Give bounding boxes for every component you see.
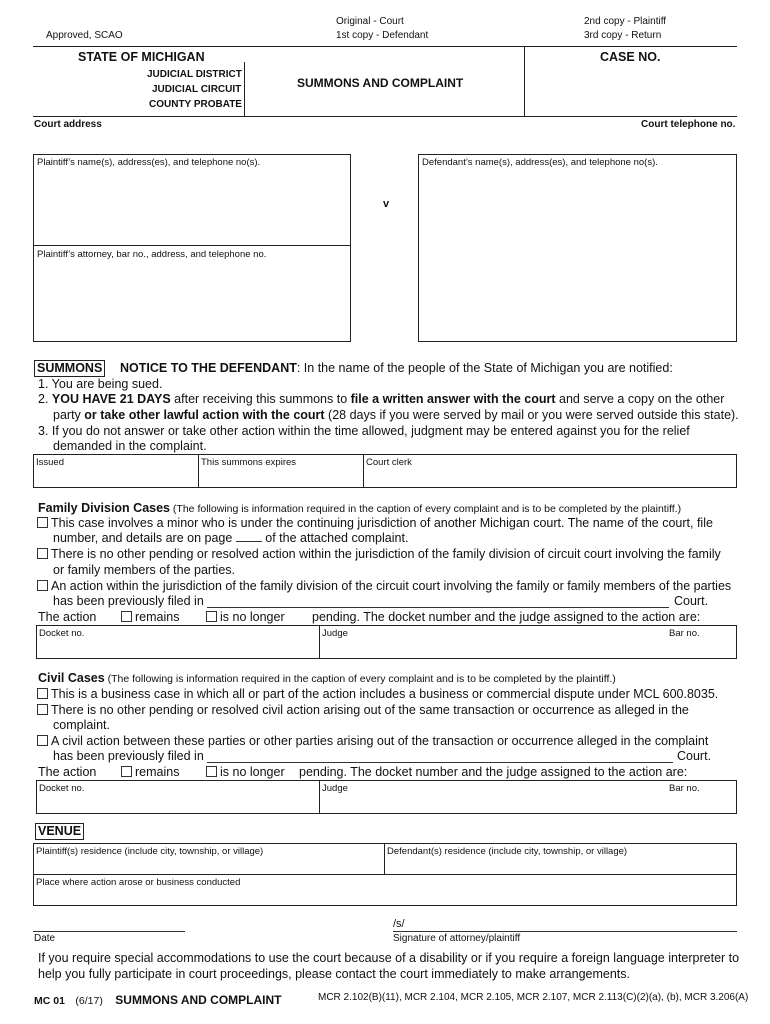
family-no-longer-checkbox[interactable]: [206, 611, 217, 622]
notice-line: [120, 361, 673, 375]
civil-option-3[interactable]: [37, 734, 708, 748]
family-option-2-cont: or family members of the parties.: [53, 563, 236, 577]
item2-number: 2.: [38, 392, 52, 406]
family-option-3-text: An action within the jurisdiction of the family division of the circuit court involving the family or family members of the parties: [51, 579, 732, 593]
item2-serve: and serve a copy on the other: [555, 392, 725, 406]
clerk-label: Court clerk: [366, 457, 412, 468]
approved-text: Approved, SCAO: [46, 30, 123, 41]
expires-label: This summons expires: [201, 457, 297, 468]
item2-days: YOU HAVE 21 DAYS: [51, 392, 171, 406]
court-divider-1: [244, 62, 245, 116]
civil-no-longer-checkbox[interactable]: [206, 766, 217, 777]
family-option-1-checkbox[interactable]: [37, 517, 48, 528]
civil-option-1-text: This is a business case in which all or part of the action includes a business or commercial dispute under MCL 600.8035.: [51, 687, 719, 701]
civil-option-3-text: A civil action between these parties or other parties arising out of the transaction or occurrence alleged in the complaint: [51, 734, 709, 748]
civil-docket-divider: [319, 781, 320, 813]
item2-text: after receiving this summons to: [170, 392, 351, 406]
family-docket-label: Docket no.: [39, 628, 85, 639]
civil-option-3-checkbox[interactable]: [37, 735, 48, 746]
summons-item-1: 1. You are being sued.: [38, 377, 163, 391]
family-remains[interactable]: [121, 610, 179, 624]
family-page-field[interactable]: [236, 541, 262, 542]
signature-prefix: /s/: [393, 918, 405, 930]
family-court-suffix: Court.: [674, 594, 709, 608]
accommodation-line-2: help you fully participate in court proceedings, please contact the court immediately to make arrangements.: [38, 967, 630, 981]
family-action-label: The action: [38, 610, 97, 624]
item2-lawful: or take other lawful action with the court: [84, 408, 325, 422]
place-of-action-label: Place where action arose or business conducted: [36, 877, 241, 888]
plaintiff-residence-label: Plaintiff(s) residence (include city, township, or village): [36, 846, 264, 857]
family-docket-row[interactable]: [36, 625, 737, 659]
family-heading: [38, 501, 681, 515]
county-probate: COUNTY PROBATE: [149, 99, 242, 110]
item2-answer: file a written answer with the court: [350, 392, 556, 406]
civil-docket-row[interactable]: [36, 780, 737, 814]
family-remains-text: remains: [135, 610, 180, 624]
venue-row-divider: [34, 874, 736, 875]
notice-rest: : In the name of the people of the State of Michigan you are notified:: [296, 361, 673, 375]
civil-court-suffix: Court.: [677, 749, 712, 763]
plaintiff-label: Plaintiff’s name(s), address(es), and telephone no(s).: [37, 157, 261, 168]
footer-title: SUMMONS AND COMPLAINT: [115, 993, 282, 1007]
family-page-suffix: of the attached complaint.: [265, 531, 409, 545]
header-rule: [33, 46, 737, 47]
family-filed-in: has been previously filed in: [53, 594, 204, 608]
issued-label: Issued: [36, 457, 64, 468]
item2-party: party: [53, 408, 85, 422]
family-court-field[interactable]: [207, 607, 669, 608]
plaintiff-divider: [34, 245, 350, 246]
court-divider-2: [524, 46, 525, 116]
attorney-label: Plaintiff’s attorney, bar no., address, and telephone no.: [37, 249, 267, 260]
family-bar-label: Bar no.: [669, 628, 700, 639]
civil-no-longer-text: is no longer: [220, 765, 285, 779]
civil-option-1-checkbox[interactable]: [37, 688, 48, 699]
copy-original: Original - Court: [336, 16, 404, 27]
plaintiff-box[interactable]: [33, 154, 351, 342]
date-label: Date: [34, 933, 56, 944]
family-option-2[interactable]: [37, 547, 721, 561]
family-heading-title: Family Division Cases: [38, 501, 171, 515]
copy-plaintiff: 2nd copy - Plaintiff: [584, 16, 667, 27]
civil-court-field[interactable]: [207, 762, 673, 763]
state-title: STATE OF MICHIGAN: [78, 50, 205, 64]
family-pending: pending. The docket number and the judge assigned to the action are:: [312, 610, 701, 624]
civil-option-1[interactable]: [37, 687, 718, 701]
versus-text: v: [383, 198, 390, 210]
civil-remains-checkbox[interactable]: [121, 766, 132, 777]
accommodation-line-1: If you require special accommodations to use the court because of a disability or if you require a foreign language interpreter to: [38, 951, 740, 965]
court-address-label: Court address: [34, 119, 102, 130]
civil-remains[interactable]: [121, 765, 179, 779]
family-option-2-text: There is no other pending or resolved action within the jurisdiction of the family division of circuit court involving the family: [51, 547, 721, 561]
family-docket-divider: [319, 626, 320, 658]
civil-option-2-checkbox[interactable]: [37, 704, 48, 715]
notice-bold: NOTICE TO THE DEFENDANT: [120, 361, 297, 375]
summons-item-3: 3. If you do not answer or take other action within the time allowed, judgment may be entered against you for the relief: [38, 424, 690, 438]
civil-docket-label: Docket no.: [39, 783, 85, 794]
form-title: SUMMONS AND COMPLAINT: [297, 76, 464, 90]
family-page-label: number, and details are on page: [53, 531, 233, 545]
venue-tag: VENUE: [35, 823, 84, 840]
civil-option-2-text: There is no other pending or resolved civil action arising out of the same transaction or occurrence as alleged in the: [51, 703, 689, 717]
civil-option-2-cont: complaint.: [53, 718, 110, 732]
summons-item-3-cont: demanded in the complaint.: [53, 439, 207, 453]
venue-divider: [384, 844, 385, 874]
issued-row: [33, 454, 737, 488]
civil-judge-label: Judge: [322, 783, 348, 794]
family-remains-checkbox[interactable]: [121, 611, 132, 622]
family-option-3[interactable]: [37, 579, 731, 593]
family-heading-note: (The following is information required in the caption of every complaint and is to be completed by the plaintiff.): [170, 503, 682, 515]
civil-option-2[interactable]: [37, 703, 689, 717]
court-phone-label: Court telephone no.: [641, 119, 736, 130]
expires-divider: [363, 455, 364, 487]
family-option-1[interactable]: [37, 516, 713, 530]
civil-action-label: The action: [38, 765, 97, 779]
form-revision: (6/17): [75, 995, 103, 1007]
venue-box[interactable]: [33, 843, 737, 906]
family-option-1-cont: [53, 531, 408, 545]
summons-tag: SUMMONS: [34, 360, 105, 377]
civil-filed-in: has been previously filed in: [53, 749, 204, 763]
civil-no-longer[interactable]: [206, 765, 285, 779]
copy-defendant: 1st copy - Defendant: [336, 30, 429, 41]
family-option-3-checkbox[interactable]: [37, 580, 48, 591]
date-field[interactable]: [33, 931, 185, 932]
signature-field[interactable]: [393, 931, 737, 932]
defendant-label: Defendant’s name(s), address(es), and telephone no(s).: [422, 157, 658, 168]
civil-pending: pending. The docket number and the judge assigned to the action are:: [299, 765, 688, 779]
signature-label: Signature of attorney/plaintiff: [393, 933, 521, 944]
civil-remains-text: remains: [135, 765, 180, 779]
civil-heading: [38, 671, 616, 685]
footer: [34, 991, 282, 1009]
summons-item-2-cont: [53, 408, 739, 422]
defendant-residence-label: Defendant(s) residence (include city, township, or village): [387, 846, 628, 857]
form-number: MC 01: [34, 995, 65, 1007]
footer-rules: MCR 2.102(B)(11), MCR 2.104, MCR 2.105, MCR 2.107, MCR 2.113(C)(2)(a), (b), MCR 3.206(A): [318, 992, 749, 1003]
case-no-label: CASE NO.: [600, 50, 661, 64]
judicial-circuit: JUDICIAL CIRCUIT: [152, 84, 242, 95]
summons-item-2: [38, 392, 724, 406]
family-no-longer-text: is no longer: [220, 610, 285, 624]
civil-heading-note: (The following is information required in the caption of every complaint and is to be completed by the plaintiff.): [104, 673, 616, 685]
family-option-2-checkbox[interactable]: [37, 548, 48, 559]
civil-bar-label: Bar no.: [669, 783, 700, 794]
defendant-box[interactable]: [418, 154, 737, 342]
court-block-bottom: [33, 116, 737, 117]
family-no-longer[interactable]: [206, 610, 285, 624]
civil-heading-title: Civil Cases: [38, 671, 105, 685]
issued-divider: [198, 455, 199, 487]
copy-return: 3rd copy - Return: [584, 30, 662, 41]
family-option-1-text: This case involves a minor who is under the continuing jurisdiction of another Michigan court. The name of the court, file: [51, 516, 713, 530]
family-judge-label: Judge: [322, 628, 348, 639]
item2-mail: (28 days if you were served by mail or you were served outside this state).: [324, 408, 739, 422]
judicial-district: JUDICIAL DISTRICT: [147, 69, 242, 80]
